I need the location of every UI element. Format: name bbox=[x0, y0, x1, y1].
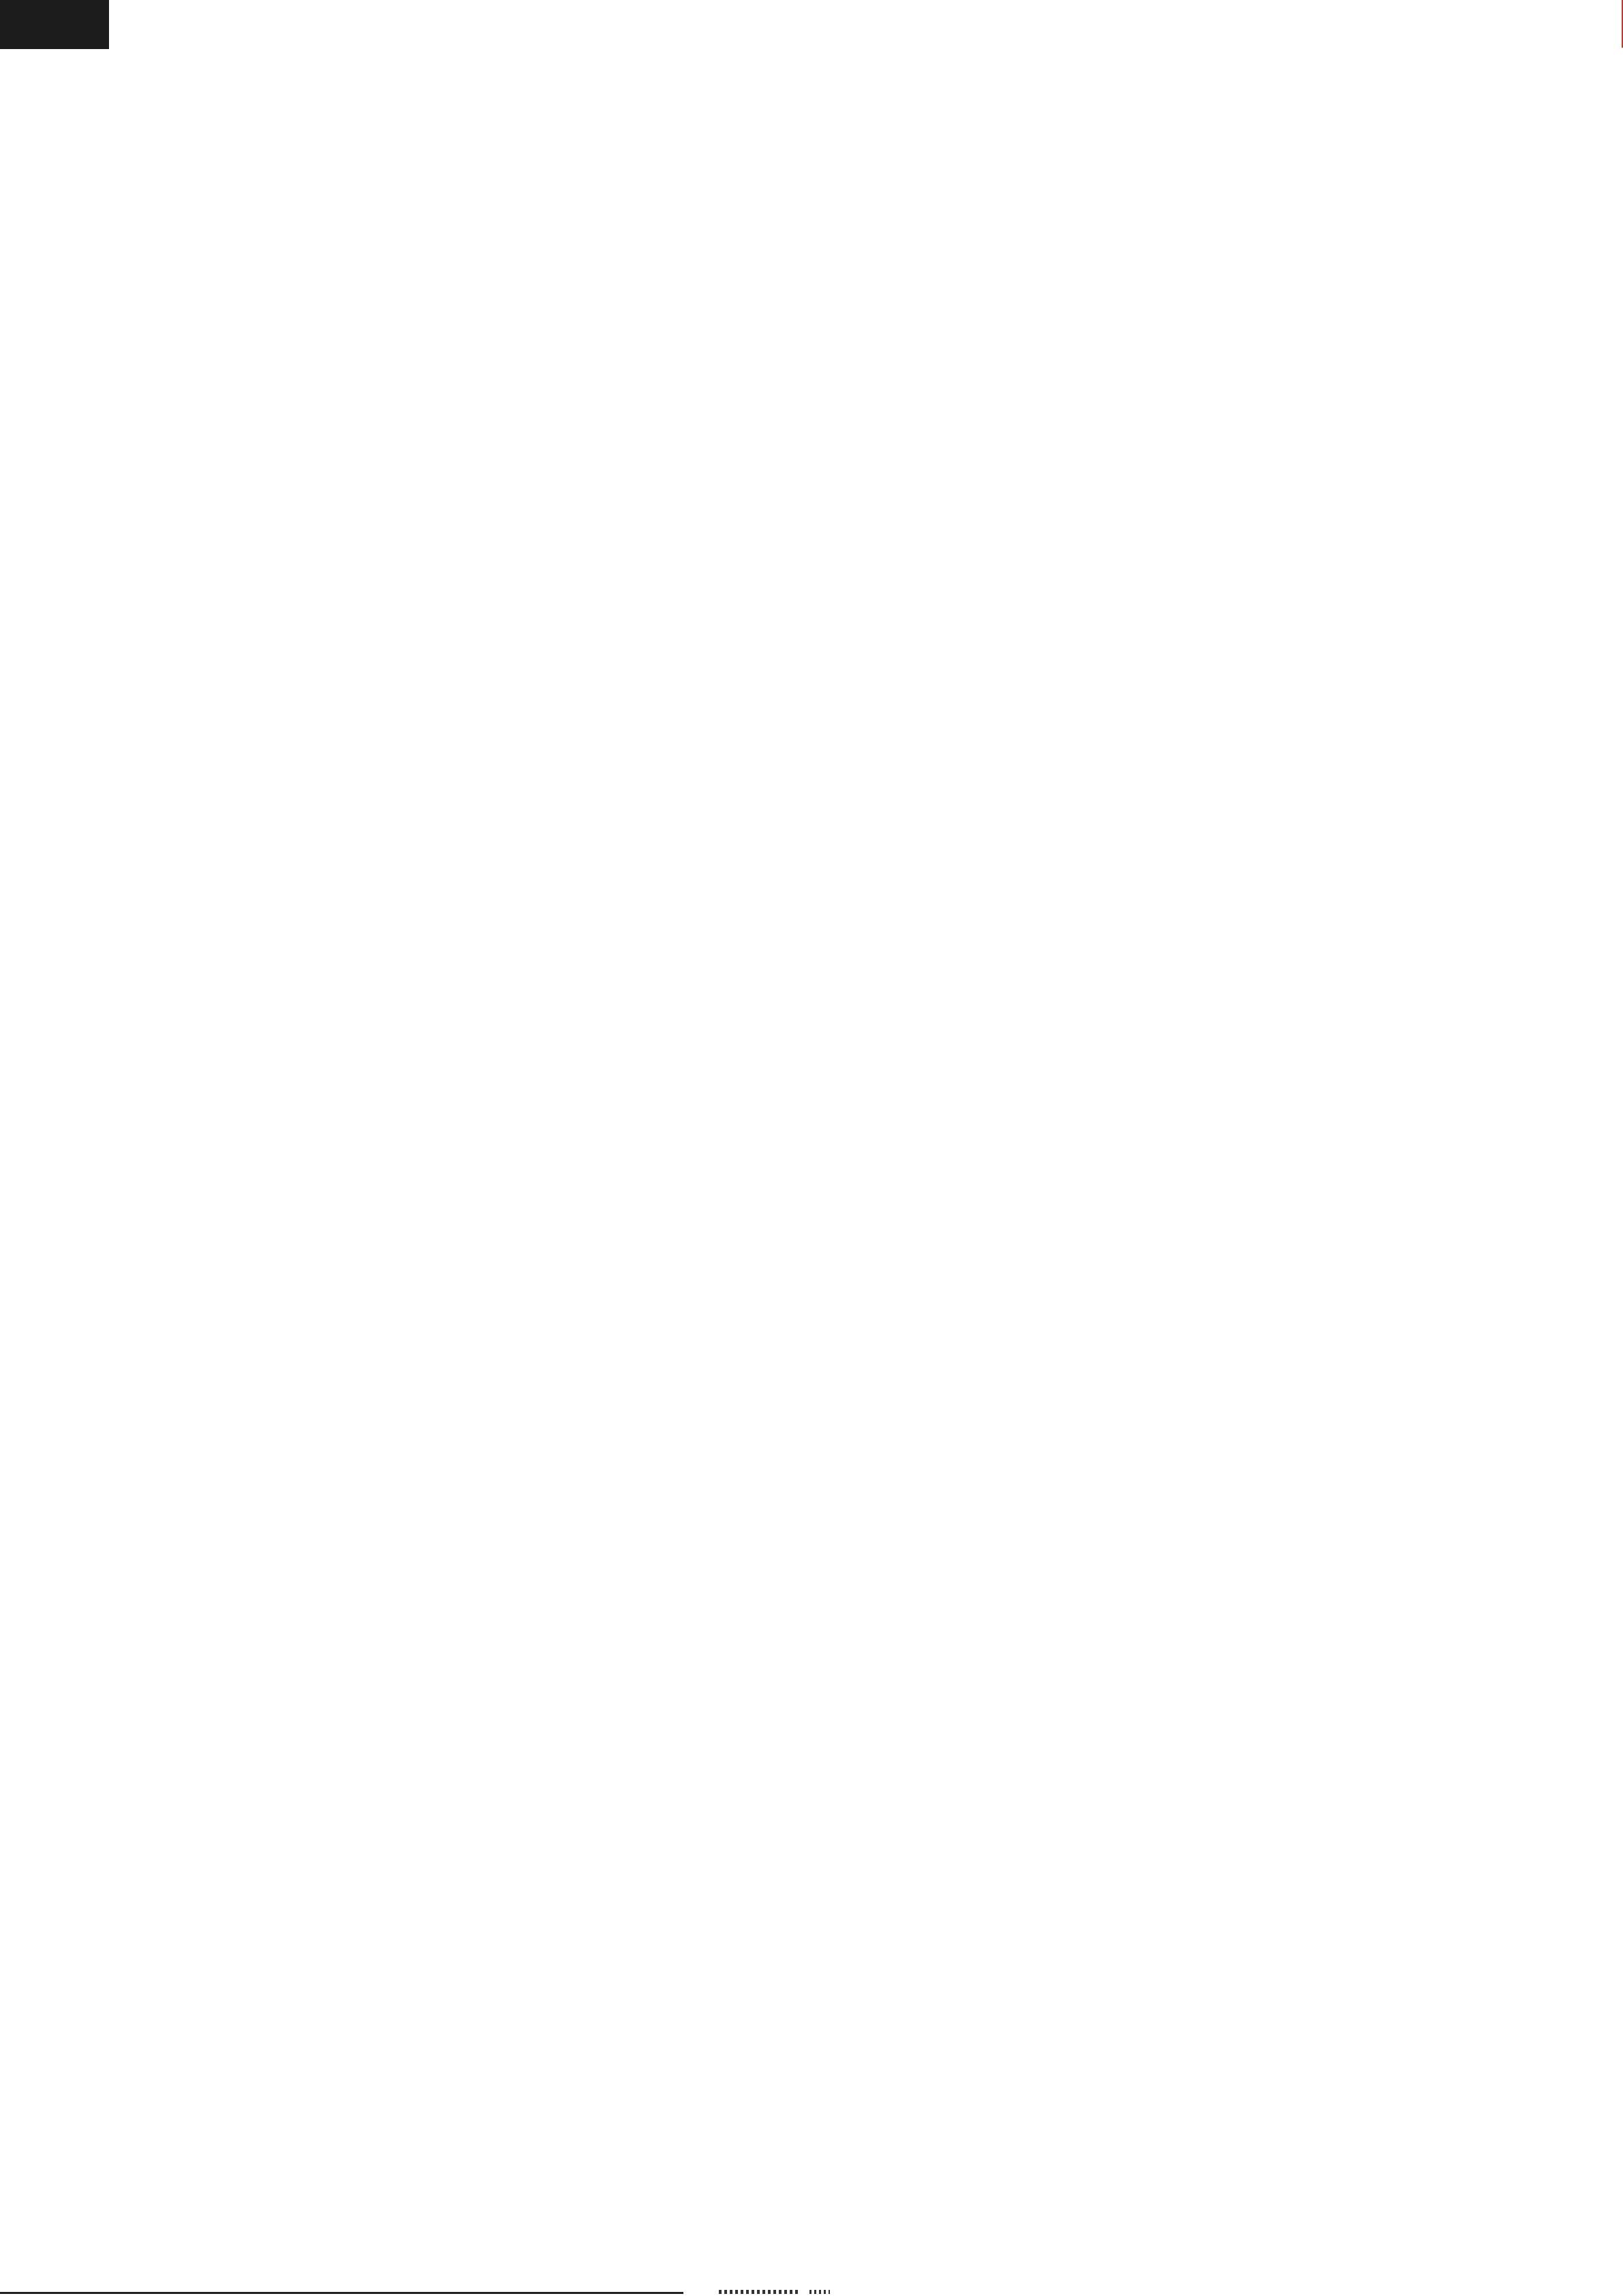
footer-mark bbox=[719, 2290, 801, 2294]
footer-rule bbox=[0, 2292, 683, 2294]
footer-mark-small bbox=[809, 2290, 830, 2294]
